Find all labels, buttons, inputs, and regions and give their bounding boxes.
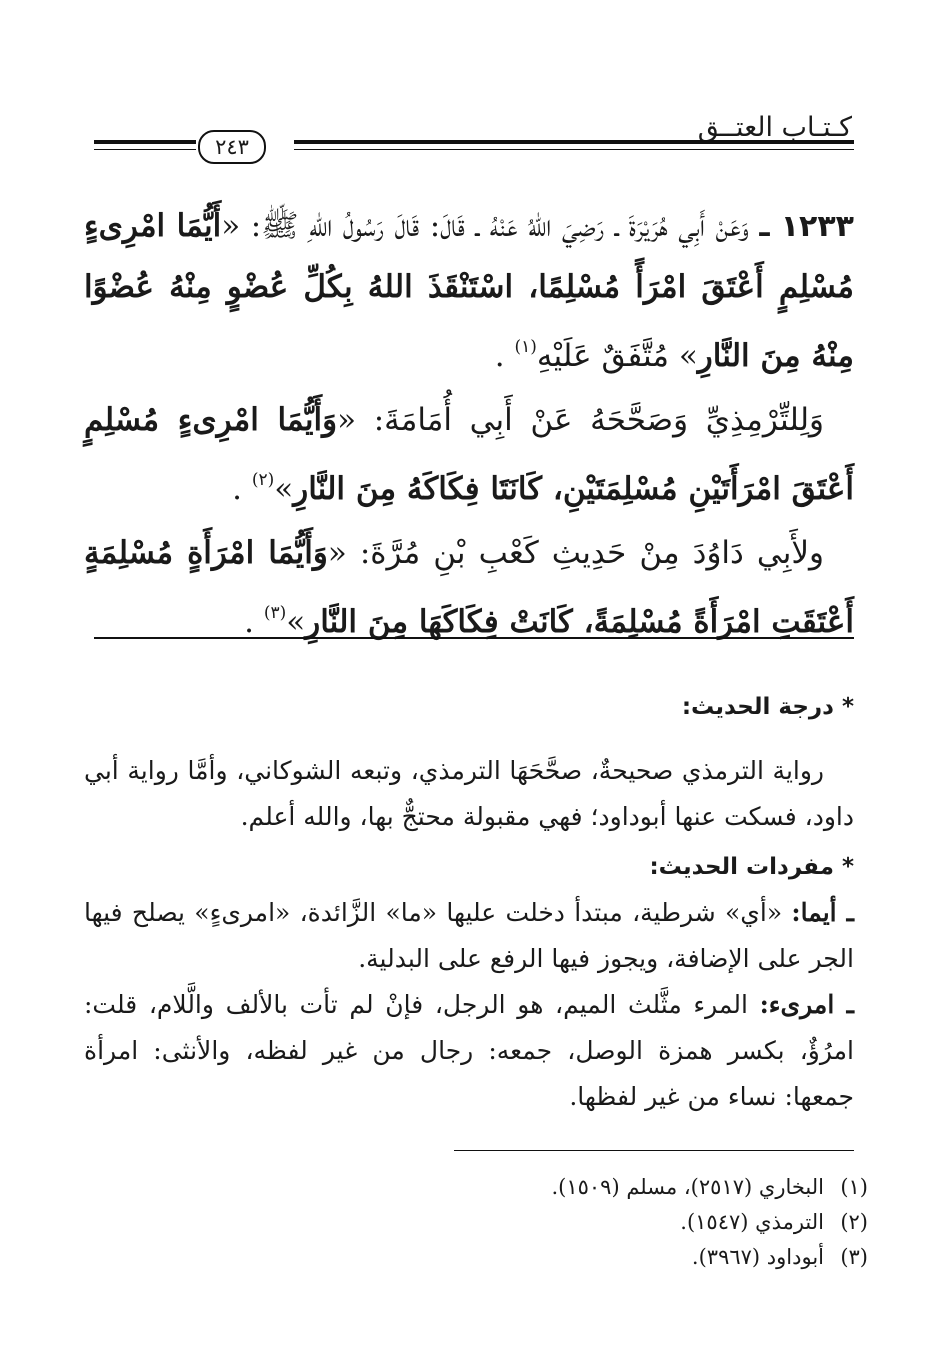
hadith-number: ١٢٣٣ ـ <box>759 209 854 244</box>
vocab-item <box>84 890 854 982</box>
vocab-heading: * مفردات الحديث: <box>649 854 854 880</box>
header-rule-right <box>294 140 854 144</box>
hadith-intro: وَلِلتِّرْمِذِيِّ وَصَحَّحَهُ عَنْ أَبِي أُمَامَةَ: « <box>337 402 824 438</box>
hadith-quote-close: » <box>274 471 294 507</box>
footnote-number: (١) <box>840 1175 868 1199</box>
footnotes <box>98 1170 868 1275</box>
footnote-ref: (١) <box>514 337 537 357</box>
book-title: كـتـاب العتــق <box>697 112 852 143</box>
header-rule-left <box>94 140 196 144</box>
footnote-ref: (٢) <box>251 470 275 490</box>
vocab-definition: المرء مثَّلث الميم، هو الرجل، فإنْ لم تأت بالألف والَّلام، قلت: امرُؤٌ، بكسر همزة الوصل، جمعه: رجال من غير لفظه، والأنثى: امرأة جمعها: نساء من غير لفظها. <box>84 990 854 1111</box>
footnote <box>98 1170 868 1205</box>
hadith-end: . <box>494 338 515 374</box>
vocab-item <box>84 982 854 1120</box>
vocab-section <box>84 844 854 1120</box>
footnote-number: (٢) <box>840 1210 868 1234</box>
grade-heading: * درجة الحديث: <box>681 694 854 720</box>
footnote-number: (٣) <box>840 1245 868 1269</box>
vocab-term: ـ أيما: <box>791 898 854 927</box>
hadith-intro: وَعَنْ أَبِي هُرَيْرَةَ ـ رَضِيَ اللهُ عَنْهُ ـ قَالَ: قَالَ رَسُولُ اللهِ ﷺ: « <box>221 208 760 244</box>
hadith-quote-close: » <box>286 604 306 640</box>
hadith-paragraph <box>84 390 854 519</box>
hadith-paragraph <box>84 196 854 386</box>
hadith-text: وَأَيُّمَا امْرَأَةٍ مُسْلِمَةٍ أَعْتَقَتِ امْرَأَةً مُسْلِمَةً، كَانَتْ فِكَاكَهَا مِنَ النَّارِ <box>84 535 854 640</box>
footnote-text: البخاري (٢٥١٧)، مسلم (١٥٠٩). <box>551 1175 824 1199</box>
footnote-ref: (٣) <box>263 603 287 623</box>
footnote-text: الترمذي (١٥٤٧). <box>680 1210 824 1234</box>
footnote-rule <box>454 1150 854 1151</box>
section-divider <box>94 637 854 639</box>
hadith-end: . <box>232 471 252 507</box>
vocab-definition: «أي» شرطية، مبتدأ دخلت عليها «ما» الزَّائدة، «امرىءٍ» يصلح فيها الجر على الإضافة، ويجوز فيها الرفع على البدلية. <box>84 898 854 973</box>
hadith-intro: ولأَبِي دَاوُدَ مِنْ حَدِيثِ كَعْبِ بْنِ مُرَّةَ: « <box>327 535 825 571</box>
footnote-text: أبوداود (٣٩٦٧). <box>691 1245 824 1269</box>
hadith-paragraph <box>84 523 854 652</box>
hadith-text: وَأَيُّمَا امْرِىءٍ مُسْلِمٍ أَعْتَقَ امْرَأَتَيْنِ مُسْلِمَتَيْنِ، كَانَتَا فِكَاكَهُ مِنَ النَّارِ <box>84 402 854 507</box>
page-number: ٢٤٣ <box>198 130 266 164</box>
hadith-block <box>84 196 854 652</box>
hadith-source: » مُتَّفَقٌ عَلَيْهِ <box>536 338 698 374</box>
footnote <box>98 1205 868 1240</box>
grade-section <box>84 684 854 840</box>
hadith-text: أَيُّمَا امْرِىءٍ مُسْلِمٍ أَعْتَقَ امْرَأً مُسْلِمًا، اسْتَنْقَذَ اللهُ بِكُلِّ عُضْوٍ مِنْهُ عُضْوًا مِنْهُ مِنَ النَّارِ <box>84 208 854 374</box>
vocab-term: ـ امرىء: <box>759 990 854 1019</box>
grade-text: رواية الترمذي صحيحةٌ، صحَّحَهَا الترمذي، وتبعه الشوكاني، وأمَّا رواية أبي داود، فسكت عنها أبوداود؛ فهي مقبولة محتجٌّ بها، والله أعلم. <box>84 756 854 831</box>
footnote <box>98 1240 868 1275</box>
hadith-end: . <box>244 604 264 640</box>
